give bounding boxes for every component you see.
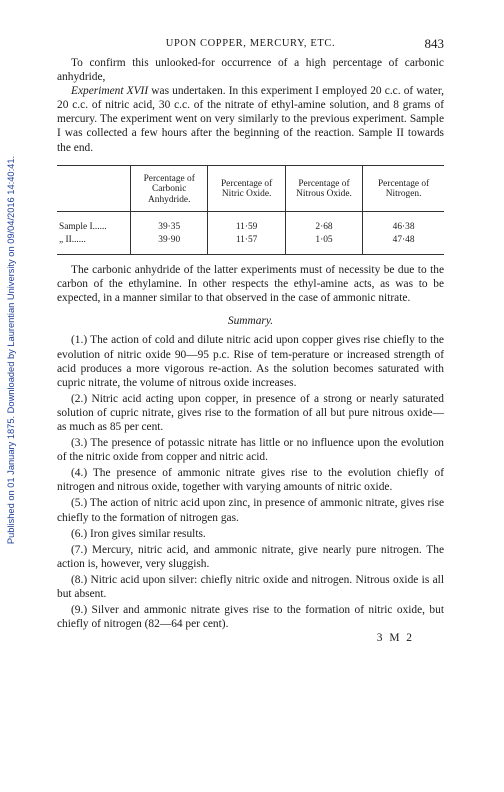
- gas-composition-table: [57, 165, 444, 256]
- table-cell: 11·59: [208, 212, 285, 234]
- table-header-carbonic-anhydride: Percentage of Carbonic Anhydride.: [131, 165, 208, 212]
- table-header-nitrogen: Percentage of Nitrogen.: [363, 165, 444, 212]
- summary-item-9: (9.) Silver and ammonic nitrate gives rise to the formation of nitric oxide, but chiefly of nitrogen (82—64 per cent).: [57, 604, 444, 631]
- intro-paragraph-2-text: was undertaken. In this experiment I employed 20 c.c. of water, 20 c.c. of nitric acid, 30 c.c. of the nitrate of ethyl-amine solution, and 8 grams of mercury. The experiment went on very similarly to the previous experiment. Sample I was collected a few hours after the beginning of the reaction. Sample II towards the end.: [57, 85, 444, 154]
- summary-item-6: (6.) Iron gives similar results.: [71, 527, 206, 540]
- side-note-text[interactable]: Published on 01 January 1875. Downloaded by Laurentian University on 09/04/2016 14:40:41.: [6, 155, 17, 545]
- intro-paragraph-1: To confirm this unlooked-for occurrence of a high percentage of carbonic anhydride,: [57, 57, 444, 84]
- summary-heading: Summary.: [227, 315, 274, 328]
- table-header-nitric-oxide: Percentage of Nitric Oxide.: [208, 165, 285, 212]
- table-cell: 2·68: [285, 212, 362, 234]
- publication-side-note: [0, 70, 22, 630]
- table-cell-sample-label: „ II......: [59, 234, 86, 245]
- table-header-nitrous-oxide: Percentage of Nitrous Oxide.: [285, 165, 362, 212]
- summary-item-2: (2.) Nitric acid acting upon copper, in presence of a strong or nearly saturated solution of cupric nitrate, gives rise to the formation of all but pure nitrous oxide—as much as 85 per cent.: [57, 392, 444, 433]
- summary-item-7: (7.) Mercury, nitric acid, and ammonic nitrate, give nearly pure nitrogen. The action is, however, very sluggish.: [57, 543, 444, 570]
- signature-mark: 3 M 2: [376, 632, 414, 645]
- table-row: [57, 234, 444, 255]
- page: [57, 38, 444, 644]
- table-cell: 11·57: [208, 234, 285, 255]
- table-header-blank: [57, 165, 131, 212]
- summary-item-3: (3.) The presence of potassic nitrate has little or no influence upon the evolution of the nitric oxide from copper and nitric acid.: [57, 437, 444, 464]
- table-cell: 47·48: [363, 234, 444, 255]
- table-cell: 39·35: [131, 212, 208, 234]
- table-cell: 39·90: [131, 234, 208, 255]
- summary-item-8: (8.) Nitric acid upon silver: chiefly nitric oxide and nitrogen. Nitrous oxide is all but absent.: [57, 573, 444, 601]
- page-number: 843: [424, 36, 444, 51]
- experiment-label: Experiment XVII: [71, 85, 149, 98]
- table-header-row: [57, 165, 444, 212]
- table-cell: 1·05: [285, 234, 362, 255]
- table-cell: 46·38: [363, 212, 444, 234]
- summary-item-1: (1.) The action of cold and dilute nitric acid upon copper gives rise chiefly to the evolution of nitric oxide 90—95 p.c. Rise of tem-perature or increased strength of acid produces a more vigorous re-action. As the solution becomes saturated with cupric nitrate, the volume of nitrous oxide increases.: [57, 334, 444, 389]
- running-header: [57, 38, 444, 56]
- intro-paragraph-2: [57, 84, 444, 154]
- summary-item-4: (4.) The presence of ammonic nitrate gives rise to the evolution chiefly of nitrogen and nitrous oxide, together with varying amounts of nitric oxide.: [57, 467, 444, 494]
- table-row: [57, 212, 444, 234]
- summary-item-5: (5.) The action of nitric acid upon zinc, in presence of ammonic nitrate, gives rise chiefly to the formation of nitrogen gas.: [57, 497, 444, 524]
- post-table-paragraph: The carbonic anhydride of the latter experiments must of necessity be due to the carbon of the ethylamine. In other respects the ethyl-amine acts, as was to be expected, in a manner similar to that observed in the case of ammonic nitrate.: [57, 264, 444, 305]
- running-title: UPON COPPER, MERCURY, ETC.: [165, 38, 336, 49]
- table-cell-sample-label: Sample I......: [59, 222, 107, 233]
